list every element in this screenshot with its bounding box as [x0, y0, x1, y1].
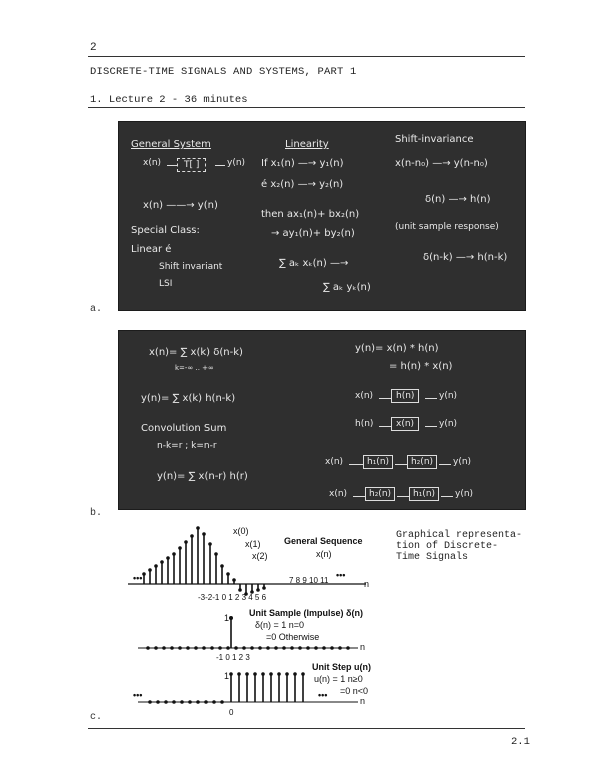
- unit-step-def-1: u(n) = 1 n≥0: [314, 674, 363, 684]
- general-sequence-title: General Sequence: [284, 536, 363, 546]
- unit-step-dots-right: •••: [318, 690, 328, 700]
- lsi-label: LSI: [159, 279, 173, 289]
- step-stem-head: [245, 672, 249, 676]
- gs-mapping: x(n) ——→ y(n): [143, 200, 218, 211]
- unit-sample-title: Unit Sample (Impulse) δ(n): [249, 608, 363, 618]
- figure-caption: Graphical representa- tion of Discrete- Time Signals: [396, 530, 523, 563]
- general-stem-head: [142, 572, 146, 576]
- general-stem-head: [232, 578, 236, 582]
- gs-output: y(n): [227, 158, 246, 168]
- substitution: n-k=r ; k=n-r: [157, 441, 217, 451]
- impulse-zero-sample: [338, 646, 342, 650]
- impulse-zero-sample: [282, 646, 286, 650]
- general-axis-n: n: [364, 579, 370, 589]
- impulse-zero-sample: [306, 646, 310, 650]
- block-1-arrow-out: [425, 398, 437, 399]
- impulse-zero-sample: [226, 646, 230, 650]
- general-stem-head: [220, 564, 224, 568]
- step-zero-sample: [164, 700, 168, 704]
- unit-sample-def-2: =0 Otherwise: [266, 632, 320, 642]
- impulse-zero-sample: [314, 646, 318, 650]
- impulse-head: [229, 616, 233, 620]
- impulse-zero-sample: [154, 646, 158, 650]
- cascade-1-output: y(n): [453, 457, 472, 467]
- step-stem-head: [301, 672, 305, 676]
- cascade-1-box-2: h₂(n): [407, 455, 437, 469]
- shift-line-2: δ(n) —→ h(n): [425, 194, 491, 205]
- impulse-zero-sample: [146, 646, 150, 650]
- unit-sample-axis-n: n: [360, 642, 366, 652]
- general-stem-head: [226, 572, 230, 576]
- gs-arrow-out: [215, 165, 225, 166]
- sum-1: x(n)= ∑ x(k) δ(n-k): [149, 347, 243, 358]
- sum-2: y(n)= ∑ x(k) h(n-k): [141, 393, 236, 404]
- block-2-box: x(n): [391, 417, 419, 431]
- page-number: 2: [90, 42, 97, 54]
- step-stem-head: [269, 672, 273, 676]
- unit-sample-one: 1: [224, 613, 230, 623]
- shift-invariance-title: Shift-invariance: [395, 134, 474, 145]
- impulse-zero-sample: [290, 646, 294, 650]
- unit-sample-ticks: -1 0 1 2 3: [216, 653, 250, 662]
- x2-label: x(2): [252, 551, 268, 561]
- linearity-line-1: If x₁(n) —→ y₁(n): [261, 158, 344, 169]
- block-1-input: x(n): [355, 391, 374, 401]
- shift-line-3: (unit sample response): [395, 222, 499, 232]
- panel-a-label: a.: [90, 304, 103, 315]
- impulse-zero-sample: [218, 646, 222, 650]
- linearity-line-3: then ax₁(n)+ bx₂(n): [261, 209, 360, 220]
- blackboard-panel-a: [118, 121, 526, 311]
- unit-step-dots-left: •••: [133, 690, 143, 700]
- cascade-1-arrow-a: [349, 464, 363, 465]
- unit-step-def-2: =0 n<0: [340, 686, 369, 696]
- linearity-line-4: → ay₁(n)+ by₂(n): [271, 228, 355, 239]
- x1-label: x(1): [245, 539, 261, 549]
- general-stem-head: [238, 588, 242, 592]
- general-stem-head: [148, 568, 152, 572]
- unit-step-title: Unit Step u(n): [312, 662, 371, 672]
- shift-line-4: δ(n-k) —→ h(n-k): [423, 252, 508, 263]
- impulse-zero-sample: [258, 646, 262, 650]
- footer-rule: [88, 728, 525, 729]
- linearity-title: Linearity: [285, 139, 329, 150]
- impulse-zero-sample: [298, 646, 302, 650]
- gs-arrow-in: [167, 165, 177, 166]
- step-stem-head: [293, 672, 297, 676]
- general-ticks-right: 7 8 9 10 11: [289, 576, 329, 585]
- panel-b-label: b.: [90, 508, 103, 519]
- general-stem-head: [154, 564, 158, 568]
- lecture-heading: 1. Lecture 2 - 36 minutes: [90, 94, 248, 106]
- shift-invariant-label: Shift invariant: [159, 262, 223, 272]
- impulse-zero-sample: [266, 646, 270, 650]
- general-dots-right: •••: [336, 570, 346, 580]
- general-stem-head: [184, 540, 188, 544]
- cascade-2-arrow-a: [353, 496, 365, 497]
- general-dots-left: •••: [133, 573, 143, 583]
- cascade-1-input: x(n): [325, 457, 344, 467]
- header-rule-top: [88, 56, 525, 57]
- gs-input: x(n): [143, 158, 162, 168]
- step-stem-head: [253, 672, 257, 676]
- general-system-title: General System: [131, 139, 211, 150]
- step-zero-sample: [204, 700, 208, 704]
- section-title: DISCRETE-TIME SIGNALS AND SYSTEMS, PART 1: [90, 66, 357, 78]
- conv-eq-1: y(n)= x(n) * h(n): [355, 343, 439, 354]
- special-class: Special Class:: [131, 225, 200, 236]
- sum-1-limits: k=-∞ .. +∞: [175, 364, 214, 372]
- cascade-2-box-1: h₂(n): [365, 487, 395, 501]
- step-stem-head: [261, 672, 265, 676]
- impulse-zero-sample: [170, 646, 174, 650]
- convolution-sum: Convolution Sum: [141, 423, 227, 434]
- impulse-zero-sample: [274, 646, 278, 650]
- linearity-line-2: é x₂(n) —→ y₂(n): [261, 179, 344, 190]
- block-2-arrow-in: [379, 426, 391, 427]
- cascade-2-box-2: h₁(n): [409, 487, 439, 501]
- step-zero-sample: [188, 700, 192, 704]
- general-sequence-stems: [142, 526, 266, 596]
- t-box: T[ ]: [177, 158, 206, 172]
- block-2-input: h(n): [355, 419, 374, 429]
- cascade-1-arrow-b: [395, 464, 407, 465]
- impulse-zero-sample: [322, 646, 326, 650]
- panel-c-label: c.: [90, 712, 103, 723]
- block-1-box: h(n): [391, 389, 419, 403]
- step-zero-sample: [212, 700, 216, 704]
- general-sequence-sub: x(n): [316, 549, 332, 559]
- linearity-line-6: ∑ aₖ yₖ(n): [323, 282, 371, 293]
- unit-step-one: 1: [224, 671, 230, 681]
- unit-sample-def-1: δ(n) = 1 n=0: [255, 620, 305, 630]
- sum-3: y(n)= ∑ x(n-r) h(r): [157, 471, 248, 482]
- general-stem-head: [202, 532, 206, 536]
- cascade-2-output: y(n): [455, 489, 474, 499]
- block-1-output: y(n): [439, 391, 458, 401]
- impulse-zero-sample: [250, 646, 254, 650]
- general-stem-head: [208, 542, 212, 546]
- general-stem-head: [172, 552, 176, 556]
- linearity-line-5: ∑ aₖ xₖ(n) —→: [279, 258, 349, 269]
- footer-page-id: 2.1: [511, 736, 530, 748]
- step-stem-head: [277, 672, 281, 676]
- impulse-zero-sample: [346, 646, 350, 650]
- general-stem-head: [214, 552, 218, 556]
- general-stem-head: [196, 526, 200, 530]
- linear-label: Linear é: [131, 244, 172, 255]
- impulse-zero-sample: [186, 646, 190, 650]
- general-stem-head: [262, 586, 266, 590]
- impulse-zero-sample: [194, 646, 198, 650]
- general-stem-head: [160, 560, 164, 564]
- blackboard-panel-b: [118, 330, 526, 510]
- block-1-arrow-in: [379, 398, 391, 399]
- step-stem-head: [285, 672, 289, 676]
- unit-step-axis-n: n: [360, 696, 366, 706]
- step-zero-sample: [220, 700, 224, 704]
- block-2-output: y(n): [439, 419, 458, 429]
- general-stem-head: [166, 556, 170, 560]
- cascade-2-arrow-b: [397, 496, 409, 497]
- step-zero-sample: [180, 700, 184, 704]
- impulse-zero-sample: [330, 646, 334, 650]
- cascade-1-box-1: h₁(n): [363, 455, 393, 469]
- general-stem-head: [178, 546, 182, 550]
- step-zero-sample: [148, 700, 152, 704]
- impulse-zero-sample: [234, 646, 238, 650]
- step-stem-head: [237, 672, 241, 676]
- conv-eq-2: = h(n) * x(n): [389, 361, 453, 372]
- cascade-1-arrow-c: [439, 464, 451, 465]
- block-2-arrow-out: [425, 426, 437, 427]
- general-stem-head: [256, 588, 260, 592]
- x0-label: x(0): [233, 526, 249, 536]
- step-zero-sample: [156, 700, 160, 704]
- shift-line-1: x(n-n₀) —→ y(n-n₀): [395, 158, 488, 169]
- step-zero-sample: [172, 700, 176, 704]
- impulse-zero-sample: [178, 646, 182, 650]
- step-zero-sample: [196, 700, 200, 704]
- general-stem-head: [190, 534, 194, 538]
- unit-step-zero: 0: [229, 708, 234, 717]
- impulse-zero-sample: [242, 646, 246, 650]
- general-ticks-left: -3-2-1 0 1 2 3 4 5 6: [198, 593, 267, 602]
- impulse-zero-sample: [202, 646, 206, 650]
- lecture-rule: [88, 107, 525, 108]
- impulse-zero-sample: [162, 646, 166, 650]
- cascade-2-arrow-c: [441, 496, 453, 497]
- step-stem-head: [229, 672, 233, 676]
- cascade-2-input: x(n): [329, 489, 348, 499]
- impulse-zero-sample: [210, 646, 214, 650]
